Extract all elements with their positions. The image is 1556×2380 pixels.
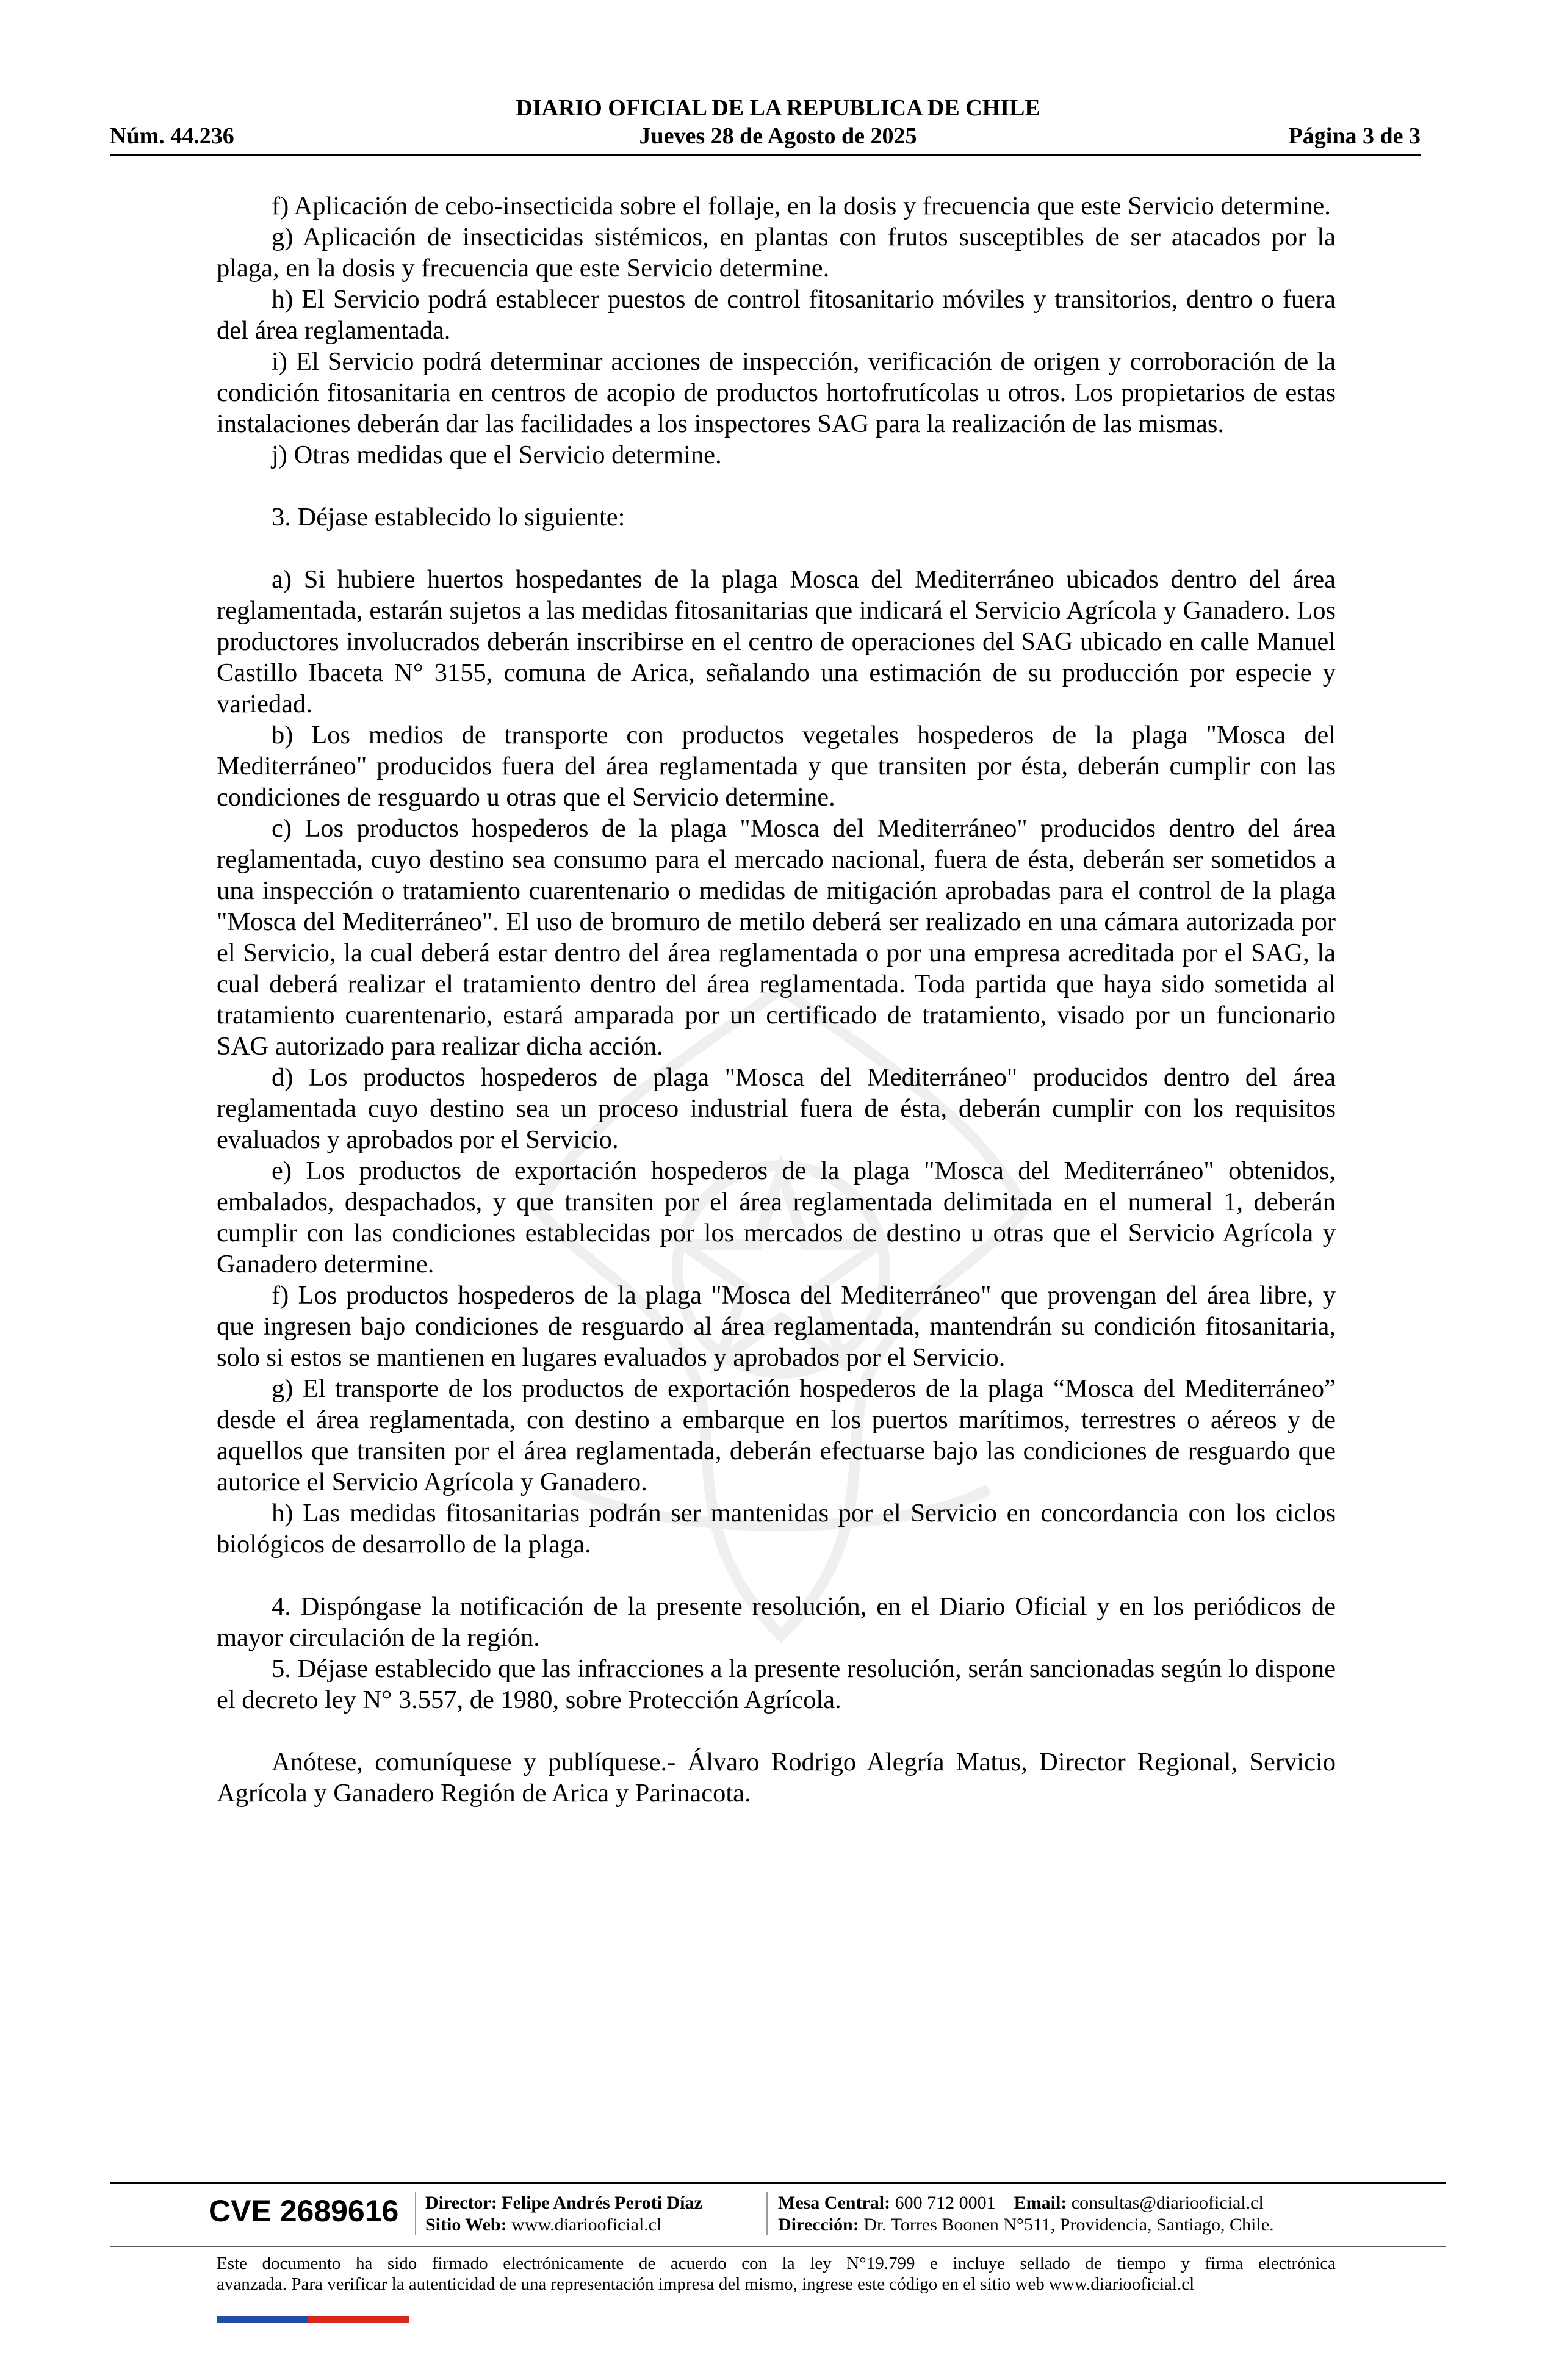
contact-line [778,2192,1274,2214]
paragraph-5-infracciones: 5. Déjase establecido que las infracciones a la presente resolución, serán sancionadas según lo dispone el decreto ley N° 3.557, de 1980, sobre Protección Agrícola. [217,1654,1336,1714]
paragraph-spacer [217,533,1336,564]
website-link[interactable]: www.diariooficial.cl [511,2215,662,2235]
email-link[interactable]: consultas@diariooficial.cl [1071,2193,1264,2213]
website-label: Sitio Web: [425,2215,507,2235]
paragraph-f-cebo: f) Aplicación de cebo-insecticida sobre el follaje, en la dosis y frecuencia que este Servicio determine. [272,192,1331,220]
paragraph-spacer [217,1715,1336,1747]
director-label: Director: [425,2193,497,2213]
paragraph-spacer [217,1560,1336,1591]
footer-separator [766,2192,768,2235]
paragraph-3f-area-libre: f) Los productos hospederos de la plaga "Mosca del Mediterráneo" que provengan del área libre, y que ingresen bajo condiciones de resguardo al área reglamentada, mantendrán su condición fitosanitaria, solo si estos se mantienen en lugares evaluados y aprobados por el Servicio. [217,1281,1336,1372]
address-value: Dr. Torres Boonen N°511, Providencia, Santiago, Chile. [863,2215,1274,2235]
legal-notice-line-1: Este documento ha sido firmado electrónicamente de acuerdo con la ley N°19.799 e incluye sellado de tiempo y firma electrónica [217,2254,1336,2273]
footer-director-block [425,2192,702,2236]
newspaper-title: DIARIO OFICIAL DE LA REPUBLICA DE CHILE [516,95,1040,121]
paragraph-3b-transporte: b) Los medios de transporte con productos vegetales hospederos de la plaga "Mosca del Mediterráneo" producidos fuera del área reglamentada y que transiten por ésta, deberán cumplir con las condiciones de resguardo u otras que el Servicio determine. [217,721,1336,812]
paragraph-3c-consumo-nacional: c) Los productos hospederos de la plaga "Mosca del Mediterráneo" producidos dentro del área reglamentada, cuyo destino sea consumo para el mercado nacional, fuera de ésta, deberán ser sometidos a una inspección o tratamiento cuarentenario o medidas de mitigación aprobadas para el control de la plaga "Mosca del Mediterráneo". El uso de bromuro de metilo deberá ser realizado en una cámara autorizada por el Servicio, la cual deberá estar dentro del área reglamentada o por una empresa acreditada por el SAG, la cual deberá realizar el tratamiento dentro del área reglamentada. Toda partida que haya sido sometida al tratamiento cuarentenario, estará amparada por un certificado de tratamiento, visado por un funcionario SAG autorizado para realizar dicha acción. [217,814,1336,1061]
section-3-heading: 3. Déjase establecido lo siguiente: [272,503,625,532]
website-line [425,2214,702,2236]
paragraph-3a-huertos: a) Si hubiere huertos hospedantes de la plaga Mosca del Mediterráneo ubicados dentro del área reglamentada, estarán sujetos a las medidas fitosanitarias que indicará el Servicio Agrícola y Ganadero. Los productores involucrados deberán inscribirse en el centro de operaciones del SAG ubicado en calle Manuel Castillo Ibaceta N° 3155, comuna de Arica, señalando una estimación de su producción por especie y variedad. [217,565,1336,718]
paragraph-spacer [217,471,1336,502]
footer-separator [415,2192,416,2235]
footer-contact-block [778,2192,1274,2236]
page-number: Página 3 de 3 [1288,123,1421,149]
footer-top-divider [110,2182,1446,2184]
issue-number: Núm. 44.236 [110,123,234,149]
flag-red-stripe [308,2316,409,2323]
chile-flag-stripe [217,2316,409,2323]
paragraph-3g-transporte-exportacion: g) El transporte de los productos de exportación hospederos de la plaga “Mosca del Mediterráneo” desde el área reglamentada, con destino a embarque en los puertos marítimos, terrestres o aéreos y de aquellos que transiten por el área reglamentada, deberán efectuarse bajo las condiciones de resguardo que autorice el Servicio Agrícola y Ganadero. [217,1374,1336,1496]
email-label: Email: [1014,2193,1067,2213]
resolution-body [217,190,1336,1809]
paragraph-3e-exportacion: e) Los productos de exportación hospederos de la plaga "Mosca del Mediterráneo" obtenidos, embalados, despachados, y que transiten por el área reglamentada delimitada en el numeral 1, deberán cumplir con las condiciones establecidas por los mercados de destino u otras que el Servicio Agrícola y Ganadero determine. [217,1156,1336,1278]
publication-date: Jueves 28 de Agosto de 2025 [639,123,917,149]
paragraph-h-puestos-control: h) El Servicio podrá establecer puestos de control fitosanitario móviles y transitorios, dentro o fuera del área reglamentada. [217,285,1336,345]
mesa-central-label: Mesa Central: [778,2193,891,2213]
footer-bottom-divider [110,2246,1446,2247]
legal-notice-line-2: avanzada. Para verificar la autenticidad de una representación impresa del mismo, ingrese este código en el sitio web www.diariooficial.cl [217,2274,1195,2294]
electronic-signature-notice [217,2253,1336,2295]
director-name: Felipe Andrés Peroti Díaz [502,2193,702,2213]
paragraph-3d-proceso-industrial: d) Los productos hospederos de plaga "Mosca del Mediterráneo" producidos dentro del área reglamentada cuyo destino sea un proceso industrial fuera de ésta, deberán cumplir con los requisitos evaluados y aprobados por el Servicio. [217,1063,1336,1154]
paragraph-g-sistemicos: g) Aplicación de insecticidas sistémicos, en plantas con frutos susceptibles de ser atacados por la plaga, en la dosis y frecuencia que este Servicio determine. [217,223,1336,283]
paragraph-j-otras-medidas: j) Otras medidas que el Servicio determine. [272,441,722,469]
director-line [425,2192,702,2214]
address-label: Dirección: [778,2215,859,2235]
paragraph-i-inspeccion: i) El Servicio podrá determinar acciones de inspección, verificación de origen y corroboración de la condición fitosanitaria en centros de acopio de productos hortofrutícolas u otros. Los propietarios de estas instalaciones deberán dar las facilidades a los inspectores SAG para la realización de las mismas. [217,347,1336,438]
header-divider [110,154,1421,156]
cve-code: CVE 2689616 [209,2194,399,2228]
flag-blue-stripe [217,2316,308,2323]
signature-paragraph: Anótese, comuníquese y publíquese.- Álvaro Rodrigo Alegría Matus, Director Regional, Servicio Agrícola y Ganadero Región de Arica y Parinacota. [217,1748,1336,1808]
mesa-central-phone: 600 712 0001 [895,2193,996,2213]
paragraph-4-notificacion: 4. Dispóngase la notificación de la presente resolución, en el Diario Oficial y en los periódicos de mayor circulación de la región. [217,1592,1336,1652]
address-line [778,2214,1274,2236]
paragraph-3h-ciclos-biologicos: h) Las medidas fitosanitarias podrán ser mantenidas por el Servicio en concordancia con los ciclos biológicos de desarrollo de la plaga. [217,1499,1336,1559]
